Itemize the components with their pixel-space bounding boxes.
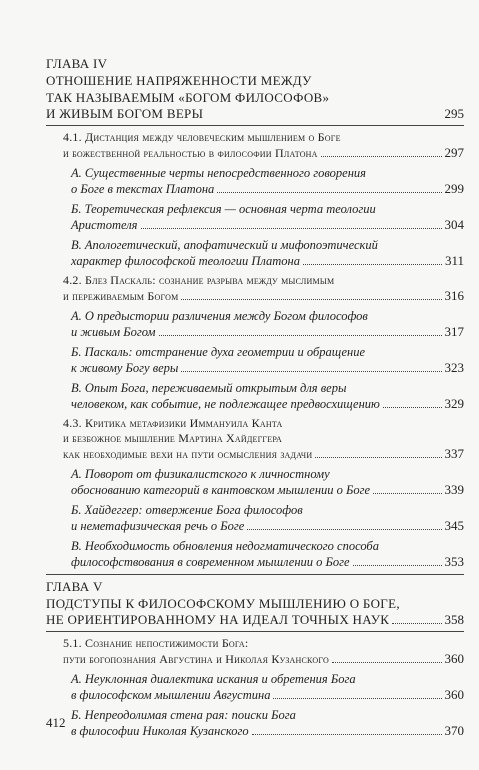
divider — [46, 125, 464, 126]
toc-entry — [71, 217, 464, 233]
chapter-iv — [46, 55, 464, 126]
page-ref: 295 — [444, 106, 464, 121]
toc-entry — [63, 145, 464, 161]
dot-leader — [217, 192, 441, 193]
subsection-line: В. Апологетический, апофатический и мифопоэтический — [71, 238, 378, 252]
dot-leader — [321, 156, 442, 157]
subsection-line: человеком, как событие, не подлежащее предвосхищению — [71, 397, 380, 411]
chapter-label: ГЛАВА IV — [46, 56, 108, 71]
subsection-line: к живому Богу веры — [71, 361, 179, 375]
subsection-line: А. Поворот от физикалистского к личностному — [71, 467, 330, 481]
subsection-line: А. О предыстории различения между Богом философов — [71, 309, 368, 323]
subsection[interactable] — [46, 466, 464, 498]
section-4-1[interactable] — [46, 130, 464, 161]
chapter-label: ГЛАВА V — [46, 579, 103, 594]
subsection-line: и неметафизическая речь о Боге — [71, 519, 245, 533]
toc-entry — [71, 687, 464, 703]
section-title-line: и переживаемым Богом — [63, 289, 179, 303]
dot-leader — [315, 457, 441, 458]
chapter-title-line: ПОДСТУПЫ К ФИЛОСОФСКОМУ МЫШЛЕНИЮ О БОГЕ, — [46, 596, 400, 611]
toc-entry — [71, 181, 464, 197]
subsection-line: в философском мышлении Августина — [71, 688, 271, 702]
subsection-line: в философии Николая Кузанского — [71, 724, 249, 738]
section-title-line: и безбожное мышление Мартина Хайдеггера — [63, 431, 282, 445]
page-ref: 311 — [444, 253, 464, 268]
toc-entry — [63, 288, 464, 304]
chapter-v — [46, 578, 464, 632]
page-ref: 358 — [444, 612, 464, 627]
subsection[interactable] — [46, 308, 464, 340]
dot-leader — [247, 529, 441, 530]
subsection-line: обоснованию категорий в кантовском мышлении о Боге — [71, 483, 371, 497]
section-title-line: 4.2. Блез Паскаль: сознание разрыва между мыслимым — [63, 273, 335, 287]
dot-leader — [383, 407, 442, 408]
subsection-line: А. Неуклонная диалектика искания и обретения Бога — [71, 672, 356, 686]
subsection[interactable] — [46, 165, 464, 197]
page-ref: 317 — [444, 324, 464, 339]
page-ref: 316 — [444, 288, 464, 303]
toc-entry[interactable] — [46, 106, 464, 122]
section-title-line: и божественной реальностью в философии Платона — [63, 146, 318, 160]
dot-leader — [332, 662, 442, 663]
section-title-line: 5.1. Сознание непостижимости Бога: — [63, 636, 249, 650]
section-5-1[interactable] — [46, 636, 464, 667]
subsection-line: философствования в современном мышлении о Боге — [71, 555, 350, 569]
page-number: 412 — [46, 715, 66, 730]
toc-entry — [71, 518, 464, 534]
page-ref: 304 — [444, 217, 464, 232]
page-ref: 353 — [444, 554, 464, 569]
subsection[interactable] — [46, 201, 464, 233]
section-title-line: пути богопознания Августина и Николая Кузанского — [63, 652, 329, 666]
toc-entry — [63, 446, 464, 462]
subsection[interactable] — [46, 344, 464, 376]
dot-leader — [181, 371, 441, 372]
dot-leader — [373, 493, 441, 494]
dot-leader — [181, 299, 441, 300]
dot-leader — [252, 734, 442, 735]
toc-entry[interactable] — [46, 612, 464, 628]
section-4-3[interactable] — [46, 416, 464, 462]
toc-entry — [71, 396, 464, 412]
divider — [46, 631, 464, 632]
toc-entry — [71, 723, 464, 739]
toc-entry — [71, 253, 464, 269]
page-ref: 297 — [444, 145, 464, 160]
page-ref: 299 — [444, 181, 464, 196]
dot-leader — [159, 335, 442, 336]
section-title-line: 4.1. Дистанция между человеческим мышлением о Боге — [63, 130, 341, 144]
chapter-title-line: И ЖИВЫМ БОГОМ ВЕРЫ — [46, 106, 204, 121]
page-ref: 360 — [444, 651, 464, 666]
page-ref: 345 — [444, 518, 464, 533]
chapter-title-line: ТАК НАЗЫВАЕМЫМ «БОГОМ ФИЛОСОФОВ» — [46, 90, 330, 105]
page-ref: 329 — [444, 396, 464, 411]
section-4-2[interactable] — [46, 273, 464, 304]
subsection[interactable] — [46, 237, 464, 269]
chapter-title-line: НЕ ОРИЕНТИРОВАННОМУ НА ИДЕАЛ ТОЧНЫХ НАУК — [46, 612, 390, 627]
dot-leader — [392, 623, 441, 624]
page-ref: 360 — [444, 687, 464, 702]
subsection[interactable] — [46, 502, 464, 534]
page-ref: 337 — [444, 446, 464, 461]
toc-entry — [71, 554, 464, 570]
dot-leader — [141, 228, 442, 229]
chapter-title-line: ОТНОШЕНИЕ НАПРЯЖЕННОСТИ МЕЖДУ — [46, 73, 312, 88]
subsection-line: о Боге в текстах Платона — [71, 182, 215, 196]
subsection-line: А. Существенные черты непосредственного говорения — [71, 166, 366, 180]
subsection-line: В. Необходимость обновления недогматического способа — [71, 539, 379, 553]
subsection-line: Б. Непреодолимая стена рая: поиски Бога — [71, 708, 296, 722]
dot-leader — [273, 698, 441, 699]
subsection-line: Б. Теоретическая рефлексия — основная черта теологии — [71, 202, 376, 216]
dot-leader — [353, 565, 442, 566]
page-ref: 323 — [444, 360, 464, 375]
subsection-line: Б. Паскаль: отстранение духа геометрии и обращение — [71, 345, 366, 359]
toc-entry — [71, 324, 464, 340]
subsection-line: и живым Богом — [71, 325, 156, 339]
divider — [46, 574, 464, 575]
toc-entry — [71, 482, 464, 498]
subsection[interactable] — [46, 671, 464, 703]
subsection-line: Аристотеля — [71, 218, 138, 232]
page-ref: 370 — [444, 723, 464, 738]
dot-leader — [303, 264, 442, 265]
subsection[interactable] — [46, 380, 464, 412]
section-title-line: как необходимые вехи на пути осмысления задачи — [63, 447, 313, 461]
subsection-line: характер философской теологии Платона — [71, 254, 300, 268]
table-of-contents — [46, 55, 464, 743]
page-ref: 339 — [444, 482, 464, 497]
toc-entry — [63, 651, 464, 667]
subsection-line: Б. Хайдеггер: отвержение Бога философов — [71, 503, 303, 517]
section-title-line: 4.3. Критика метафизики Иммануила Канта — [63, 416, 283, 430]
toc-entry — [71, 360, 464, 376]
subsection[interactable] — [46, 538, 464, 570]
subsection[interactable] — [46, 707, 464, 739]
subsection-line: В. Опыт Бога, переживаемый открытым для веры — [71, 381, 347, 395]
